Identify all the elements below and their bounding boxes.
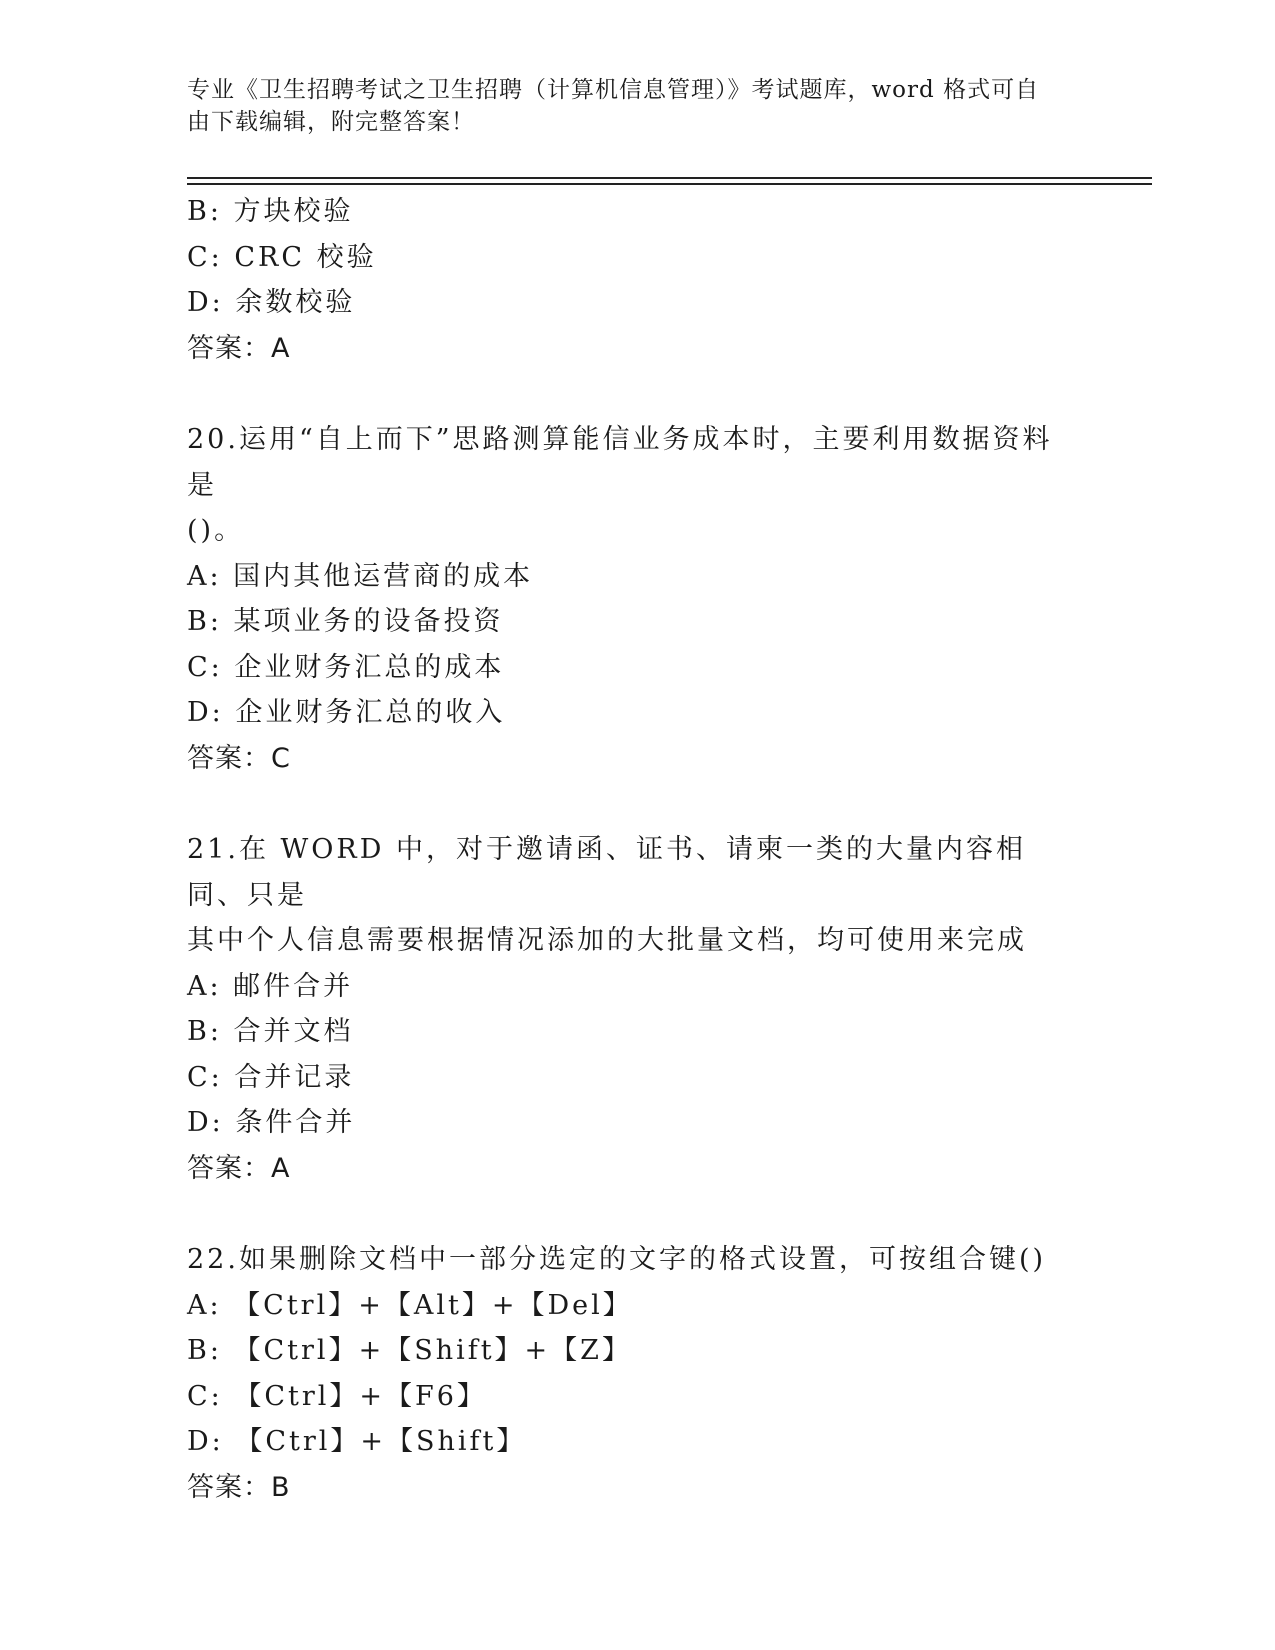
option-c: C: 【Ctrl】+【F6】 <box>187 1380 487 1412</box>
option-c: C: CRC 校验 <box>187 241 377 273</box>
question-carryover <box>187 189 1087 371</box>
question-stem-continued: 其中个人信息需要根据情况添加的大批量文档，均可使用来完成 <box>187 925 1027 956</box>
answer-line: 答案：A <box>187 332 291 364</box>
option-d: D: 企业财务汇总的收入 <box>187 697 506 728</box>
answer-line: 答案：B <box>187 1471 291 1503</box>
option-a: A: 邮件合并 <box>187 970 354 1002</box>
question-stem: 21.在 WORD 中，对于邀请函、证书、请柬一类的大量内容相同、只是 <box>187 834 1026 911</box>
question-21 <box>187 827 1087 1191</box>
question-stem: 20.运用“自上而下”思路测算能信业务成本时，主要利用数据资料是 <box>187 424 1053 501</box>
header-divider-top <box>187 177 1152 179</box>
document-header <box>187 74 1087 138</box>
option-a: A: 国内其他运营商的成本 <box>187 560 534 592</box>
option-b: B: 某项业务的设备投资 <box>187 606 504 637</box>
option-d: D: 【Ctrl】+【Shift】 <box>187 1426 527 1457</box>
header-line-1: 专业《卫生招聘考试之卫生招聘（计算机信息管理）》考试题库，word 格式可自 <box>187 77 1040 103</box>
option-c: C: 合并记录 <box>187 1061 355 1093</box>
answer-line: 答案：C <box>187 742 291 774</box>
question-list <box>187 189 1087 1510</box>
option-d: D: 余数校验 <box>187 287 356 318</box>
header-line-2: 由下载编辑，附完整答案！ <box>187 109 475 135</box>
question-22 <box>187 1237 1087 1510</box>
header-divider-bottom <box>187 183 1152 185</box>
option-d: D: 条件合并 <box>187 1107 356 1138</box>
question-20 <box>187 417 1087 781</box>
option-a: A: 【Ctrl】+【Alt】+【Del】 <box>187 1289 633 1321</box>
option-b: B: 方块校验 <box>187 196 354 227</box>
answer-line: 答案：A <box>187 1152 291 1184</box>
question-stem-continued: ()。 <box>187 515 245 546</box>
option-c: C: 企业财务汇总的成本 <box>187 651 505 683</box>
option-b: B: 合并文档 <box>187 1016 354 1047</box>
option-b: B: 【Ctrl】+【Shift】+【Z】 <box>187 1335 632 1366</box>
question-stem: 22.如果删除文档中一部分选定的文字的格式设置，可按组合键() <box>187 1244 1047 1275</box>
